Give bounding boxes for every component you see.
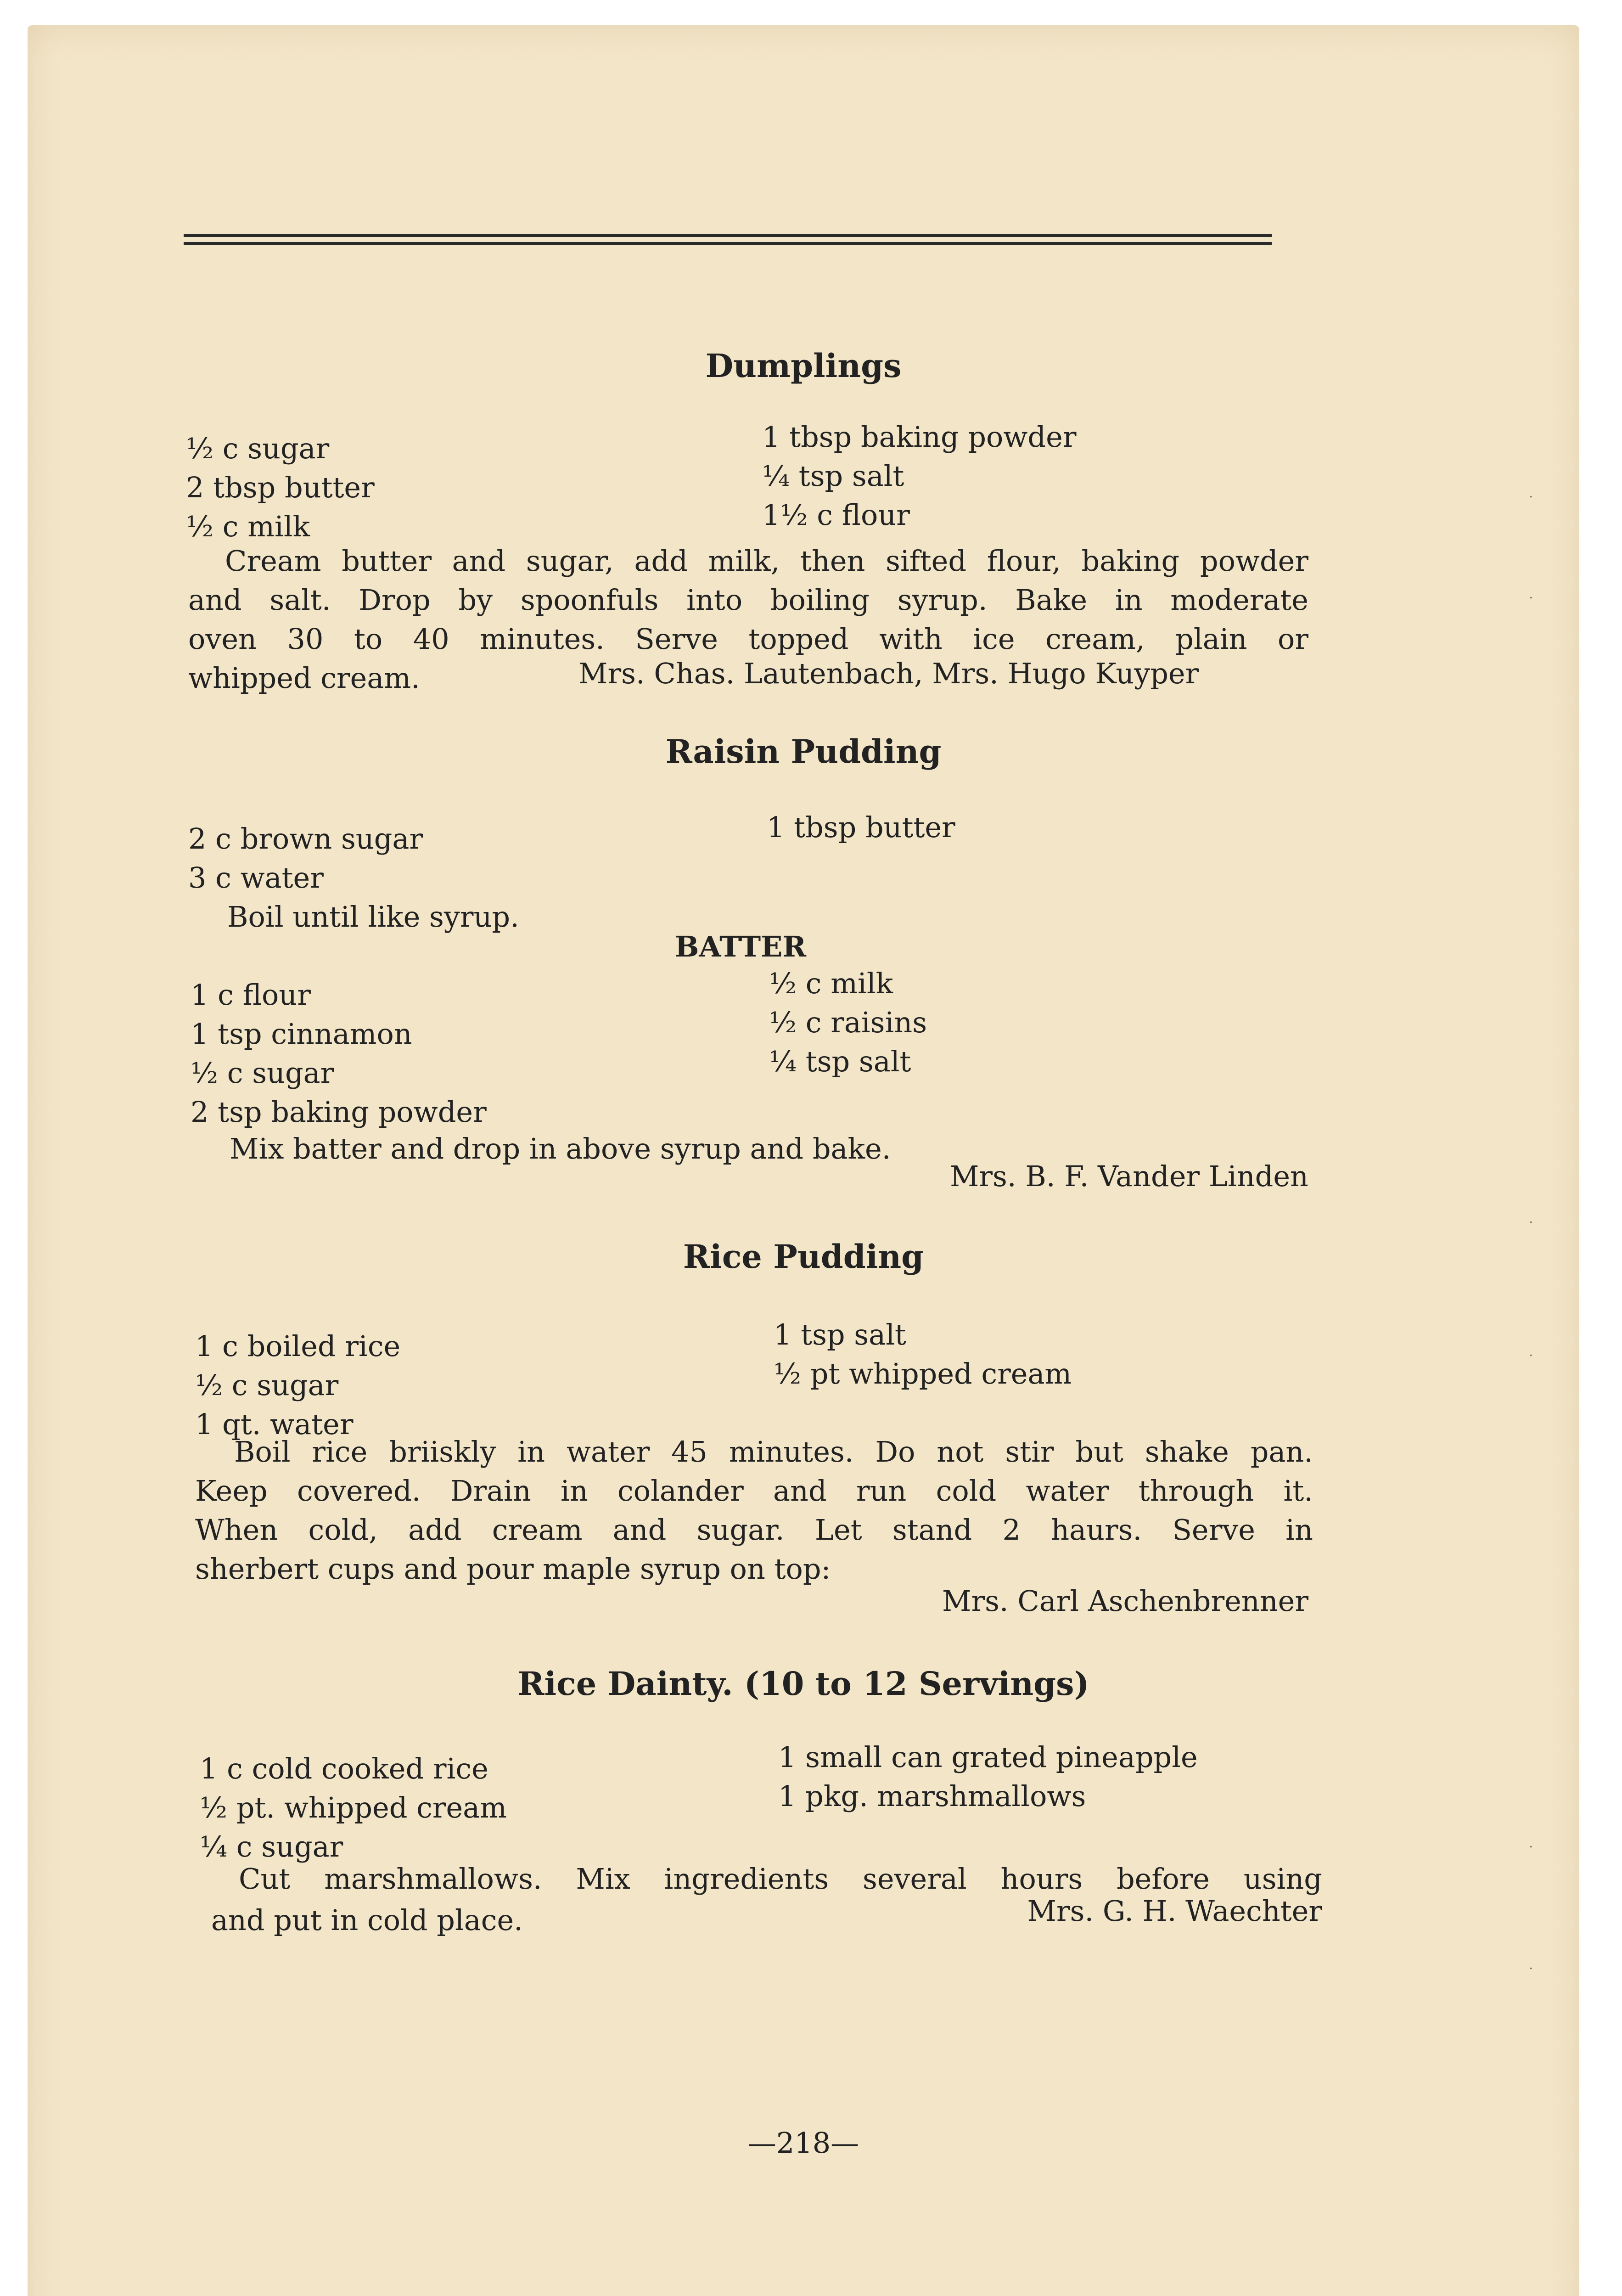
ingredient: ½ pt. whipped cream	[200, 1791, 507, 1824]
binding-hole-mark: ·	[1529, 489, 1533, 505]
ingredient: 1 c cold cooked rice	[200, 1752, 488, 1785]
binding-hole-mark: ·	[1529, 590, 1533, 606]
recipe-title-dumplings: Dumplings	[705, 347, 902, 385]
ingredient: 2 tsp baking powder	[191, 1095, 487, 1129]
recipe-author: Mrs. B. F. Vander Linden	[949, 1159, 1308, 1193]
ingredient: 2 tbsp butter	[186, 471, 375, 504]
instruction-line: Cut marshmallows. Mix ingredients several hours before using	[239, 1862, 1322, 1896]
instruction-line: and put in cold place.	[211, 1903, 523, 1937]
ingredient: 1 c flour	[191, 978, 311, 1012]
ingredient: ½ c sugar	[191, 1056, 334, 1090]
instruction-line: sherbert cups and pour maple syrup on top:	[195, 1552, 831, 1586]
recipe-title-rice-dainty: Rice Dainty. (10 to 12 Servings)	[517, 1665, 1089, 1703]
ingredient: 1 c boiled rice	[195, 1329, 401, 1363]
instruction-line: Mix batter and drop in above syrup and bake.	[230, 1132, 891, 1165]
ingredient: ½ c raisins	[769, 1006, 927, 1039]
ingredient: ½ pt whipped cream	[774, 1357, 1072, 1390]
ingredient: ½ c milk	[769, 967, 893, 1000]
recipe-author: Mrs. Chas. Lautenbach, Mrs. Hugo Kuyper	[578, 657, 1199, 690]
instruction-line: oven 30 to 40 minutes. Serve topped with ice cream, plain or	[188, 622, 1308, 656]
binding-hole-mark: ·	[1529, 1961, 1533, 1977]
instruction-line: Cream butter and sugar, add milk, then sifted flour, baking powder	[225, 544, 1308, 578]
ingredient: 2 c brown sugar	[188, 822, 423, 855]
ingredient: ¼ tsp salt	[769, 1045, 911, 1078]
binding-hole-mark: ·	[1529, 1839, 1533, 1855]
ingredient: ½ c sugar	[195, 1368, 339, 1402]
instruction-line: Boil until like syrup.	[227, 900, 519, 934]
binding-hole-mark: ·	[1529, 1348, 1533, 1364]
top-rule	[184, 234, 1272, 237]
ingredient: 1 tbsp butter	[767, 810, 955, 844]
instruction-line: and salt. Drop by spoonfuls into boiling syrup. Bake in moderate	[188, 583, 1308, 617]
ingredient: 1 tsp cinnamon	[191, 1017, 412, 1051]
page-number: —218—	[747, 2126, 859, 2160]
ingredient: ½ c milk	[186, 510, 310, 543]
ingredient: 1 tsp salt	[774, 1318, 906, 1351]
ingredient: 3 c water	[188, 861, 324, 895]
ingredient: 1 pkg. marshmallows	[778, 1779, 1086, 1813]
ingredient: ¼ tsp salt	[762, 459, 904, 493]
recipe-page	[28, 25, 1579, 2296]
recipe-title-rice-pudding: Rice Pudding	[683, 1238, 924, 1276]
recipe-title-raisin-pudding: Raisin Pudding	[665, 732, 942, 771]
instruction-line: Boil rice briiskly in water 45 minutes. Do not stir but shake pan.	[234, 1435, 1313, 1469]
ingredient: 1 tbsp baking powder	[762, 420, 1077, 454]
instruction-line: When cold, add cream and sugar. Let stand 2 haurs. Serve in	[195, 1513, 1313, 1547]
binding-hole-mark: ·	[1529, 1215, 1533, 1231]
ingredient: ¼ c sugar	[200, 1830, 343, 1863]
ingredient: ½ c sugar	[186, 432, 330, 465]
top-rule-double	[184, 242, 1272, 245]
recipe-author: Mrs. Carl Aschenbrenner	[942, 1584, 1308, 1618]
ingredient: 1 small can grated pineapple	[778, 1740, 1198, 1774]
instruction-line: whipped cream.	[188, 661, 420, 695]
ingredient: 1 qt. water	[195, 1407, 354, 1441]
ingredient: 1½ c flour	[762, 498, 910, 532]
instruction-line: Keep covered. Drain in colander and run cold water through it.	[195, 1474, 1313, 1508]
recipe-author: Mrs. G. H. Waechter	[1027, 1894, 1322, 1928]
batter-heading: BATTER	[675, 930, 806, 963]
